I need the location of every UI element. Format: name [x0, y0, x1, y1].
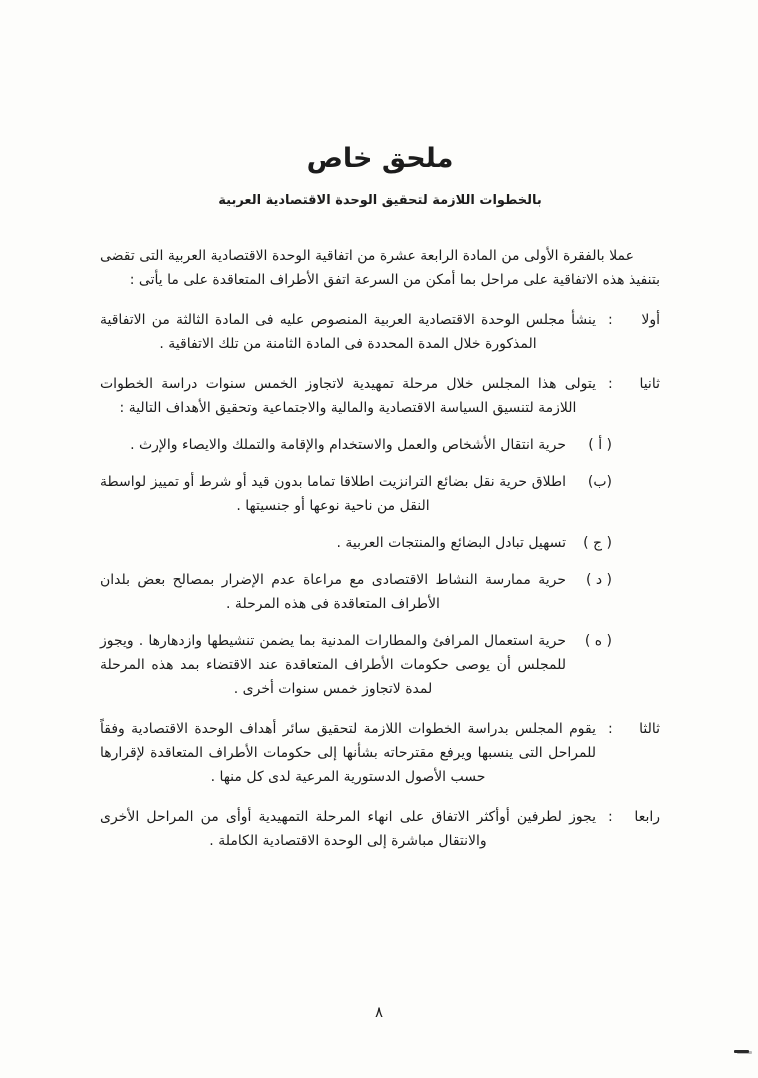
- clause-third-label: [596, 717, 660, 789]
- clause-second-label-text: ثانيا: [639, 376, 660, 392]
- subitem-b: [100, 470, 660, 518]
- subitem-j: [100, 531, 660, 555]
- subitem-j-label: ( ج ): [583, 535, 612, 551]
- clause-first-label-text: أولا: [641, 312, 660, 328]
- clause-second-text: يتولى هذا المجلس خلال مرحلة تمهيدية لاتجاوز الخمس سنوات دراسة الخطوات اللازمة لتنسيق السياسة الاقتصادية والمالية والاجتماعية وتحقيق الأهداف التالية :: [100, 376, 596, 416]
- intro-paragraph: عملا بالفقرة الأولى من المادة الرابعة عشرة من اتفاقية الوحدة الاقتصادية العربية التى تقضى بتنفيذ هذه الاتفاقية على مراحل بما أمكن من السرعة اتفق الأطراف المتعاقدة على ما يأتى :: [100, 248, 660, 288]
- subitem-b-text: اطلاق حرية نقل بضائع الترانزيت اطلاقا تماما بدون قيد أو شرط أو تمييز لواسطة النقل من ناحية نوعها أو جنسيتها .: [100, 474, 566, 514]
- clause-third-separator: :: [608, 721, 613, 737]
- clause-second: [100, 372, 660, 420]
- subitem-a: [100, 433, 660, 457]
- clause-first: [100, 308, 660, 356]
- subitem-a-label: ( أ ): [588, 437, 612, 453]
- subitem-h: [100, 629, 660, 701]
- subitem-h-label: ( ه ): [584, 633, 612, 649]
- scan-artifact-mark: [734, 1050, 749, 1053]
- clause-fourth-separator: :: [608, 809, 613, 825]
- subitem-b-label: (ب): [587, 474, 612, 490]
- page-number: ٨: [374, 1003, 384, 1021]
- page-title: ملحق خاص: [306, 143, 454, 174]
- clause-fourth: [100, 805, 660, 853]
- clause-fourth-label-text: رابعا: [634, 809, 660, 825]
- subitem-d: [100, 568, 660, 616]
- clause-first-text: ينشأ مجلس الوحدة الاقتصادية العربية المنصوص عليه فى المادة الثالثة من الاتفاقية المذكورة خلال المدة المحددة فى المادة الثامنة من تلك الاتفاقية .: [100, 312, 596, 352]
- subitem-h-text: حرية استعمال المرافئ والمطارات المدنية بما يضمن تنشيطها وازدهارها . ويجوز للمجلس أن يوصى حكومات الأطراف المتعاقدة عند الاقتضاء بمد هذه المرحلة لمدة لاتجاوز خمس سنوات أخرى .: [100, 633, 566, 697]
- clause-third: [100, 717, 660, 789]
- subitem-a-text: حرية انتقال الأشخاص والعمل والاستخدام والإقامة والتملك والايصاء والإرث .: [130, 437, 566, 453]
- subitem-d-label: ( د ): [585, 572, 612, 588]
- clause-first-label: [596, 308, 660, 356]
- clause-first-separator: :: [608, 312, 613, 328]
- clause-third-text: يقوم المجلس بدراسة الخطوات اللازمة لتحقيق سائر أهداف الوحدة الاقتصادية وفقاً للمراحل التى ينسبها ويرفع مقترحاته بشأنها إلى حكومات الأطراف المتعاقدة لإقرارها حسب الأصول الدستورية المرعية لدى كل منها .: [100, 721, 596, 785]
- clause-second-separator: :: [608, 376, 613, 392]
- clause-third-label-text: ثالثا: [639, 721, 660, 737]
- clause-second-label: [596, 372, 660, 420]
- clause-fourth-label: [596, 805, 660, 853]
- subitem-d-text: حرية ممارسة النشاط الاقتصادى مع مراعاة عدم الإضرار بمصالح بعض بلدان الأطراف المتعاقدة فى هذه المرحلة .: [100, 572, 566, 612]
- clause-fourth-text: يجوز لطرفين أوأكثر الاتفاق على انهاء المرحلة التمهيدية أوأى من المراحل الأخرى والانتقال مباشرة إلى الوحدة الاقتصادية الكاملة .: [100, 809, 596, 849]
- page-subtitle: بالخطوات اللازمة لتحقيق الوحدة الاقتصادية العربية: [218, 193, 542, 208]
- subitem-j-text: تسهيل تبادل البضائع والمنتجات العربية .: [336, 535, 566, 551]
